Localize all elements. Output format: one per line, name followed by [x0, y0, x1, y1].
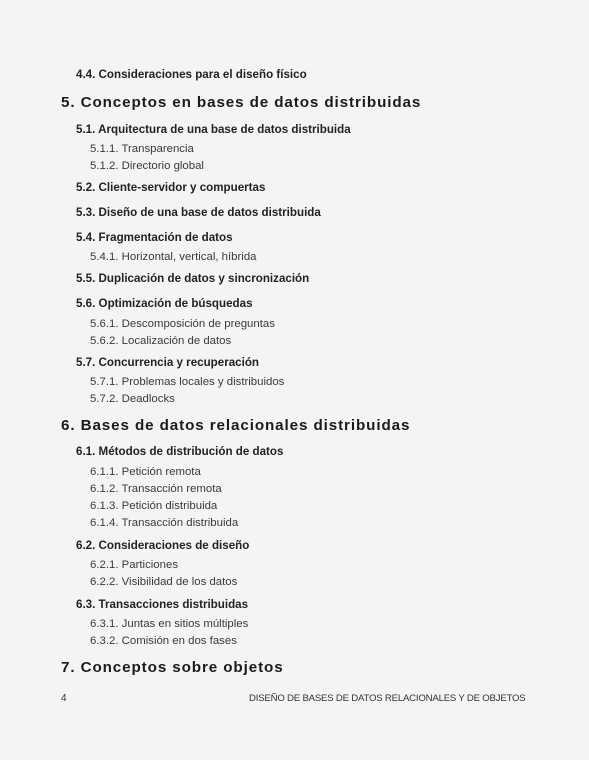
toc-entry-5-7-2: 5.7.2. Deadlocks [90, 393, 175, 405]
toc-entry-5-6-2: 5.6.2. Localización de datos [90, 335, 232, 347]
toc-entry-5-1-2: 5.1.2. Directorio global [90, 160, 204, 172]
toc-entry-5-5: 5.5. Duplicación de datos y sincronización [76, 272, 310, 285]
toc-entry-6-3-1: 6.3.1. Juntas en sitios múltiples [90, 618, 249, 630]
toc-entry-5-7: 5.7. Concurrencia y recuperación [76, 356, 259, 369]
running-footer-title: DISEÑO DE BASES DE DATOS RELACIONALES Y DE OBJETOS [249, 693, 526, 704]
toc-entry-6-1-2: 6.1.2. Transacción remota [90, 483, 222, 495]
toc-entry-6-1-1: 6.1.1. Petición remota [90, 466, 201, 478]
toc-entry-6-3: 6.3. Transacciones distribuidas [76, 598, 249, 611]
toc-entry-5-1-1: 5.1.1. Transparencia [90, 143, 194, 155]
toc-entry-6-1-4: 6.1.4. Transacción distribuida [90, 517, 239, 529]
toc-entry-6-1: 6.1. Métodos de distribución de datos [76, 445, 284, 458]
toc-chapter-5: 5. Conceptos en bases de datos distribuidas [61, 94, 422, 111]
toc-entry-6-3-2: 6.3.2. Comisión en dos fases [90, 635, 237, 647]
toc-entry-6-1-3: 6.1.3. Petición distribuida [90, 500, 218, 512]
toc-entry-5-7-1: 5.7.1. Problemas locales y distribuidos [90, 376, 285, 388]
toc-entry-5-1: 5.1. Arquitectura de una base de datos distribuida [76, 123, 351, 136]
toc-entry-5-3: 5.3. Diseño de una base de datos distribuida [76, 206, 321, 219]
toc-chapter-6: 6. Bases de datos relacionales distribuidas [61, 417, 411, 434]
toc-entry-6-2: 6.2. Consideraciones de diseño [76, 539, 250, 552]
toc-entry-5-6-1: 5.6.1. Descomposición de preguntas [90, 318, 275, 330]
toc-entry-5-4-1: 5.4.1. Horizontal, vertical, híbrida [90, 251, 257, 263]
page-number: 4 [61, 693, 67, 704]
toc-entry-4-4: 4.4. Consideraciones para el diseño físico [76, 68, 307, 81]
toc-entry-5-6: 5.6. Optimización de búsquedas [76, 297, 253, 310]
toc-entry-6-2-2: 6.2.2. Visibilidad de los datos [90, 576, 238, 588]
toc-chapter-7: 7. Conceptos sobre objetos [61, 659, 284, 676]
toc-entry-5-2: 5.2. Cliente-servidor y compuertas [76, 181, 266, 194]
toc-entry-6-2-1: 6.2.1. Particiones [90, 559, 179, 571]
toc-entry-5-4: 5.4. Fragmentación de datos [76, 231, 233, 244]
